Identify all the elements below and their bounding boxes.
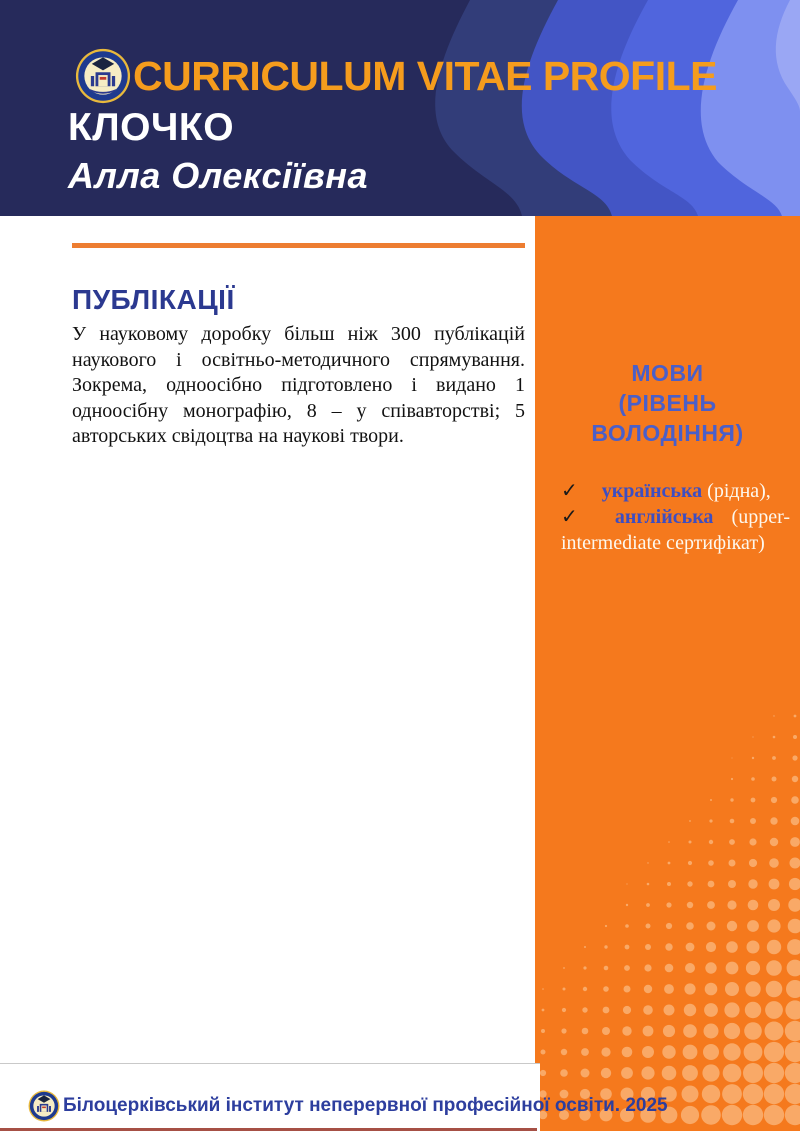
- checkmark-icon: ✓: [561, 480, 578, 502]
- page-title: CURRICULUM VITAE PROFILE: [133, 53, 718, 99]
- language-note: (upper-intermediate сертифікат): [561, 506, 790, 554]
- accent-rule: [72, 243, 525, 248]
- header-banner: [0, 0, 800, 216]
- footer: [0, 1063, 668, 1131]
- language-item-ukrainian: [561, 478, 790, 504]
- language-list: [561, 478, 790, 556]
- language-name: англійська: [614, 506, 714, 528]
- sidebar-heading-line: ВОЛОДІННЯ): [591, 420, 744, 446]
- sidebar-heading-languages: [535, 358, 800, 448]
- halftone-dots-decoration: [535, 216, 800, 1131]
- section-title-publications: ПУБЛІКАЦІЇ: [72, 284, 235, 315]
- language-note: (рідна),: [702, 480, 771, 502]
- main-content: [0, 216, 535, 450]
- footer-logo-icon: [28, 1090, 60, 1122]
- language-item-english: [561, 504, 790, 556]
- surname: КЛОЧКО: [68, 106, 235, 149]
- sidebar-heading-line: МОВИ: [631, 360, 704, 386]
- sidebar-heading-line: (РІВЕНЬ: [618, 390, 717, 416]
- sidebar-languages-panel: [535, 216, 800, 1131]
- given-names: Алла Олексіївна: [68, 155, 369, 196]
- language-name: українська: [601, 480, 703, 502]
- publications-paragraph: У науковому доробку більш ніж 300 публікацій наукового і освітньо-методичного спрямування. Зокрема, одноосібно підготовлено і видано 1 одноосібну монографію, 8 – у співавторстві; 5 авторських свідоцтва на наукові твори.: [72, 323, 525, 448]
- footer-row: [28, 1090, 668, 1122]
- institute-logo-icon: [75, 48, 131, 104]
- checkmark-icon: ✓: [561, 506, 591, 528]
- brand-row: [75, 48, 717, 104]
- footer-text: Білоцерківський інститут неперервної професійної освіти. 2025: [63, 1095, 668, 1116]
